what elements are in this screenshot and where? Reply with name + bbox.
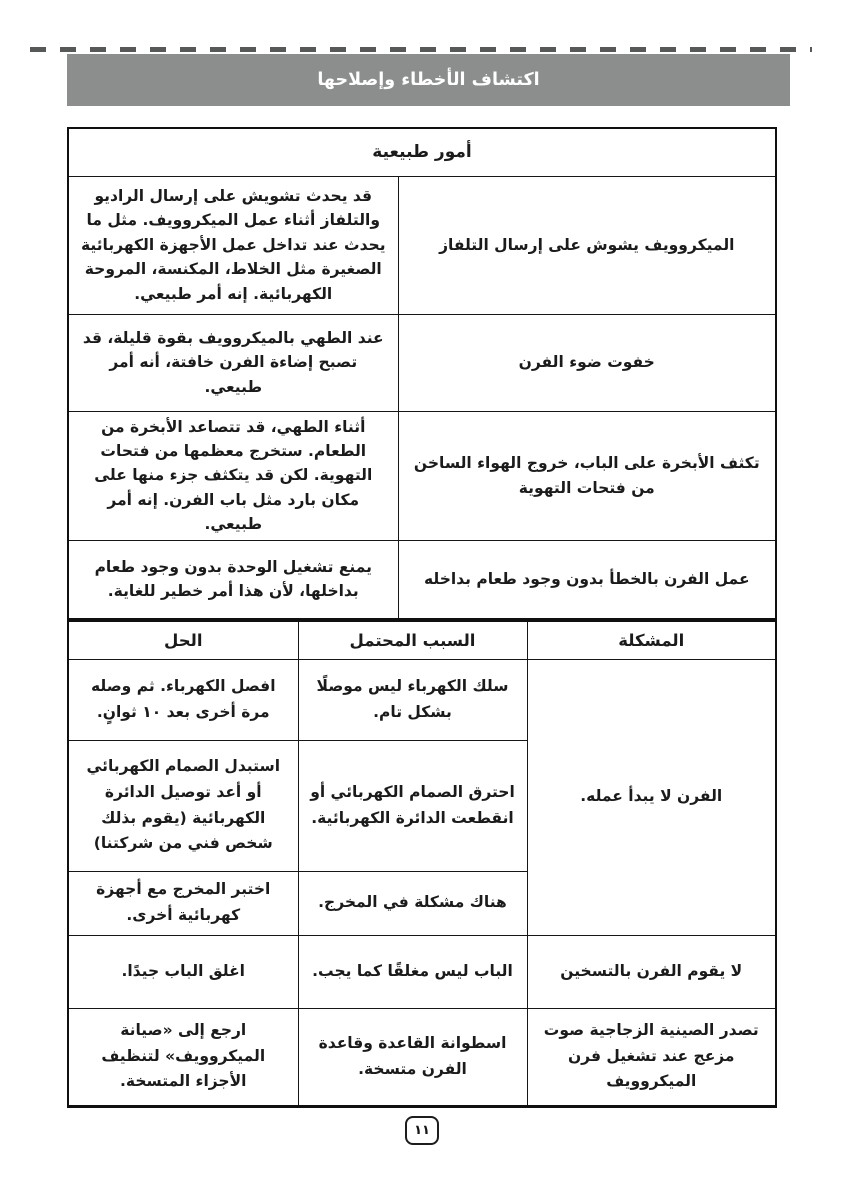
explanation-cell: يمنع تشغيل الوحدة بدون وجود طعام بداخلها، لأن هذا أمر خطير للغاية. (68, 540, 398, 619)
top-dashed-rule (30, 47, 812, 52)
phenomenon-cell: خفوت ضوء الفرن (398, 314, 776, 411)
solution-cell: اغلق الباب جيدًا. (68, 935, 298, 1008)
page-number-badge (405, 1116, 439, 1145)
table-row (68, 411, 776, 540)
solution-column-header: الحل (68, 621, 298, 659)
table-row (68, 540, 776, 619)
phenomenon-cell: الميكروويف يشوش على إرسال التلفاز (398, 176, 776, 314)
table-header-row (68, 128, 776, 176)
explanation-cell: أثناء الطهي، قد تتصاعد الأبخرة من الطعام. ستخرج معظمها من فتحات التهوية. لكن قد يتكثف جزء منها على مكان بارد مثل باب الفرن. إنه أمر طبيعي. (68, 411, 398, 540)
problem-column-header: المشكلة (527, 621, 776, 659)
solution-cell: اختبر المخرج مع أجهزة كهربائية أخرى. (68, 871, 298, 935)
page-number: ١١ (414, 1123, 430, 1138)
normal-table-header: أمور طبيعية (68, 128, 776, 176)
cause-cell: احترق الصمام الكهربائي أو انقطعت الدائرة الكهربائية. (298, 740, 527, 871)
explanation-cell: قد يحدث تشويش على إرسال الراديو والتلفاز أثناء عمل الميكروويف. مثل ما يحدث عند تداخل عمل الأجهزة الكهربائية الصغيرة مثل الخلاط، المكنسة، المروحة الكهربائية. إنه أمر طبيعي. (68, 176, 398, 314)
table-row (68, 1008, 776, 1106)
table-row (68, 659, 776, 740)
problem-cell: تصدر الصينية الزجاجية صوت مزعج عند تشغيل فرن الميكروويف (527, 1008, 776, 1106)
problem-cell: لا يقوم الفرن بالتسخين (527, 935, 776, 1008)
solution-cell: ارجع إلى «صيانة الميكروويف» لتنظيف الأجزاء المتسخة. (68, 1008, 298, 1106)
table-row (68, 314, 776, 411)
explanation-cell: عند الطهي بالميكروويف بقوة قليلة، قد تصبح إضاءة الفرن خافتة، أنه أمر طبيعي. (68, 314, 398, 411)
normal-occurrences-table (67, 127, 777, 621)
cause-cell: هناك مشكلة في المخرج. (298, 871, 527, 935)
table-row (68, 176, 776, 314)
cause-cell: الباب ليس مغلقًا كما يجب. (298, 935, 527, 1008)
table-header-row (68, 621, 776, 659)
solution-cell: افصل الكهرباء. ثم وصله مرة أخرى بعد ١٠ ثوانٍ. (68, 659, 298, 740)
solution-cell: استبدل الصمام الكهربائي أو أعد توصيل الدائرة الكهربائية (يقوم بذلك شخص فني من شركتنا) (68, 740, 298, 871)
phenomenon-cell: تكثف الأبخرة على الباب، خروج الهواء الساخن من فتحات التهوية (398, 411, 776, 540)
table-row (68, 935, 776, 1008)
problem-cell: الفرن لا يبدأ عمله. (527, 659, 776, 935)
cause-column-header: السبب المحتمل (298, 621, 527, 659)
page-title-bar (67, 54, 790, 106)
cause-cell: سلك الكهرباء ليس موصلًا بشكل تام. (298, 659, 527, 740)
cause-cell: اسطوانة القاعدة وقاعدة الفرن متسخة. (298, 1008, 527, 1106)
page-title: اكتشاف الأخطاء وإصلاحها (317, 70, 540, 90)
troubleshooting-table (67, 620, 777, 1108)
phenomenon-cell: عمل الفرن بالخطأ بدون وجود طعام بداخله (398, 540, 776, 619)
